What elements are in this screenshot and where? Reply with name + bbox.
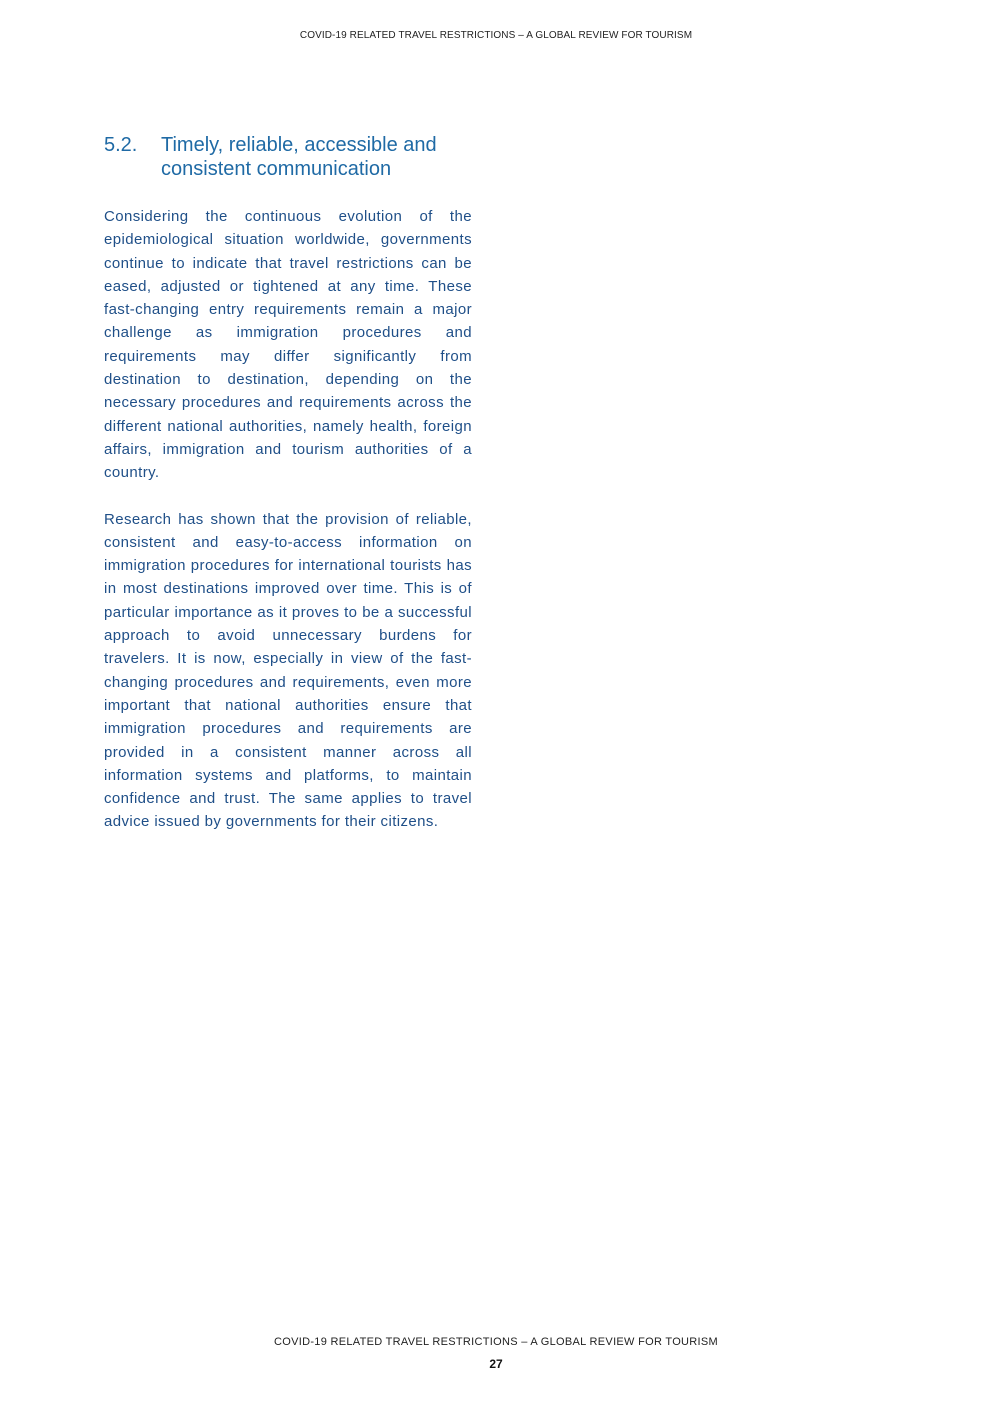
page-number: 27 bbox=[489, 1357, 503, 1371]
section-title: Timely, reliable, accessible and consistent communication bbox=[161, 134, 437, 180]
section-number: 5.2. bbox=[104, 134, 138, 156]
running-footer: COVID-19 RELATED TRAVEL RESTRICTIONS – A GLOBAL REVIEW FOR TOURISM bbox=[273, 1336, 718, 1348]
running-header: COVID-19 RELATED TRAVEL RESTRICTIONS – A GLOBAL REVIEW FOR TOURISM bbox=[299, 30, 693, 41]
section-heading bbox=[104, 133, 472, 181]
body-paragraph-2: Research has shown that the provision of reliable, consistent and easy-to-access information on immigration procedures for international tourists has in most destinations improved over time. This is of particular importance as it proves to be a successful approach to avoid unnecessary burdens for travelers. It is now, especially in view of the fast-changing procedures and requirements, even more important that national authorities ensure that immigration procedures and requirements are provided in a consistent manner across all information systems and platforms, to maintain confidence and trust. The same applies to travel advice issued by governments for their citizens. bbox=[104, 510, 472, 831]
section-5-2 bbox=[104, 133, 472, 857]
body-paragraph-1: Considering the continuous evolution of the epidemiological situation worldwide, governments continue to indicate that travel restrictions can be eased, adjusted or tightened at any time. These fast-changing entry requirements remain a major challenge as immigration procedures and requirements may differ significantly from destination to destination, depending on the necessary procedures and requirements across the different national authorities, namely health, foreign affairs, immigration and tourism authorities of a country. bbox=[104, 208, 472, 482]
